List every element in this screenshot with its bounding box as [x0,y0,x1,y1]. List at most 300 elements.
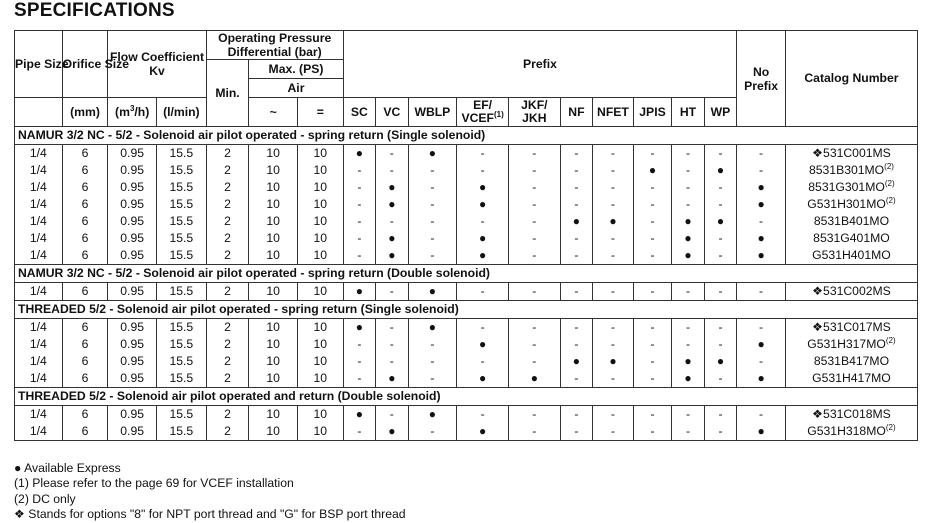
cell-no-prefix: - [737,319,786,337]
header-flow-unit-m3h: $(m^3/h)$ [108,98,157,127]
cell-kv-lmin: 15.5 [157,196,207,213]
cell-pipe-size: 1/4 [15,319,63,337]
table-row [15,247,918,265]
cell-prefix-7: - [593,283,634,301]
cell-catalog-number: G531H401MO [785,247,917,265]
header-ac: ~ [249,98,298,127]
cell-prefix-8: - [633,230,672,247]
header-prefix-ef-vcef: EF/ VCEF$^{(1)}$ [457,98,509,127]
cell-min-pressure: 2 [206,230,249,247]
cell-prefix-8: - [633,196,672,213]
cell-max-ac: 10 [249,353,298,370]
cell-kv-lmin: 15.5 [157,213,207,230]
cell-prefix-5: - [508,423,560,441]
table-row [15,423,918,441]
note-port-thread: ❖ Stands for options "8" for NPT port thread and "G" for BSP port thread [14,507,406,522]
cell-prefix-2: - [376,145,408,163]
cell-prefix-3: - [408,370,457,388]
cell-prefix-4: - [457,213,509,230]
cell-prefix-8: - [633,145,672,163]
cell-no-prefix: - [737,353,786,370]
cell-prefix-2: - [376,162,408,179]
cell-kv-lmin: 15.5 [157,423,207,441]
cell-prefix-4: ● [457,247,509,265]
cell-max-dc: 10 [298,179,344,196]
cell-prefix-9: - [672,162,704,179]
cell-orifice-size: 6 [62,336,108,353]
table-row [15,196,918,213]
cell-prefix-2: - [376,283,408,301]
cell-prefix-3: - [408,353,457,370]
cell-prefix-4: ● [457,336,509,353]
cell-catalog-number: G531H301MO$^{(2)}$ [785,196,917,213]
header-catalog-number: Catalog Number [785,31,917,127]
cell-prefix-3: - [408,162,457,179]
cell-min-pressure: 2 [206,336,249,353]
cell-max-ac: 10 [249,406,298,424]
cell-kv-lmin: 15.5 [157,336,207,353]
cell-catalog-number: G531H318MO$^{(2)}$ [785,423,917,441]
cell-kv-lmin: 15.5 [157,370,207,388]
cell-prefix-3: ● [408,283,457,301]
cell-max-dc: 10 [298,406,344,424]
cell-prefix-9: ● [672,247,704,265]
cell-max-dc: 10 [298,423,344,441]
cell-kv-m3h: 0.95 [108,406,157,424]
cell-max-ac: 10 [249,179,298,196]
cell-prefix-6: - [560,196,592,213]
cell-max-dc: 10 [298,283,344,301]
cell-prefix-6: - [560,370,592,388]
header-air: Air [249,79,343,98]
cell-prefix-6: - [560,336,592,353]
cell-prefix-6: - [560,423,592,441]
cell-no-prefix: - [737,213,786,230]
cell-prefix-8: - [633,283,672,301]
cell-min-pressure: 2 [206,196,249,213]
cell-prefix-5: ● [508,370,560,388]
cell-prefix-3: - [408,247,457,265]
cell-kv-m3h: 0.95 [108,319,157,337]
cell-orifice-size: 6 [62,179,108,196]
cell-pipe-size: 1/4 [15,230,63,247]
cell-catalog-number: 8531B401MO [785,213,917,230]
header-min: Min. [206,60,249,127]
cell-catalog-number: ❖531C001MS [785,145,917,163]
cell-prefix-2: ● [376,247,408,265]
cell-kv-lmin: 15.5 [157,179,207,196]
cell-prefix-6: ● [560,213,592,230]
cell-prefix-8: - [633,179,672,196]
cell-prefix-5: - [508,319,560,337]
header-dc: = [298,98,344,127]
header-prefix-jkf-jkh: JKF/ JKH [508,98,560,127]
section-title: THREADED 5/2 - Solenoid air pilot operated and return (Double solenoid) [15,388,918,406]
cell-prefix-1: - [343,213,375,230]
table-row [15,319,918,337]
cell-kv-lmin: 15.5 [157,247,207,265]
cell-orifice-size: 6 [62,213,108,230]
header-flow-coefficient: Flow Coefficient Kv [108,31,206,98]
cell-prefix-10: - [704,196,736,213]
cell-prefix-1: - [343,196,375,213]
table-row [15,162,918,179]
header-prefix-jpis: JPIS [633,98,672,127]
cell-max-dc: 10 [298,230,344,247]
cell-no-prefix: - [737,145,786,163]
cell-prefix-7: ● [593,213,634,230]
cell-prefix-5: - [508,145,560,163]
cell-min-pressure: 2 [206,319,249,337]
cell-no-prefix: ● [737,196,786,213]
header-pipe-unit [15,98,63,127]
table-row [15,179,918,196]
cell-no-prefix: ● [737,247,786,265]
cell-no-prefix: ● [737,336,786,353]
header-flow-unit-lmin: (l/min) [157,98,207,127]
cell-prefix-9: - [672,283,704,301]
cell-prefix-4: - [457,319,509,337]
cell-prefix-8: - [633,319,672,337]
cell-max-ac: 10 [249,336,298,353]
table-row [15,353,918,370]
cell-prefix-7: - [593,319,634,337]
table-row [15,213,918,230]
cell-catalog-number: G531H417MO [785,370,917,388]
cell-prefix-4: ● [457,230,509,247]
cell-kv-lmin: 15.5 [157,162,207,179]
cell-prefix-9: - [672,406,704,424]
cell-min-pressure: 2 [206,179,249,196]
cell-prefix-4: - [457,283,509,301]
specifications-body [15,127,918,441]
cell-prefix-7: - [593,247,634,265]
note-vcef-installation: (1) Please refer to the page 69 for VCEF installation [14,476,294,491]
header-no-prefix: No Prefix [737,31,786,127]
section-header-row [15,127,918,145]
cell-max-dc: 10 [298,145,344,163]
cell-prefix-6: - [560,283,592,301]
cell-kv-m3h: 0.95 [108,423,157,441]
cell-prefix-4: - [457,145,509,163]
cell-prefix-7: - [593,162,634,179]
cell-prefix-9: ● [672,353,704,370]
cell-prefix-8: - [633,423,672,441]
cell-orifice-size: 6 [62,283,108,301]
cell-kv-lmin: 15.5 [157,230,207,247]
cell-max-ac: 10 [249,196,298,213]
cell-prefix-3: - [408,196,457,213]
cell-prefix-5: - [508,196,560,213]
section-header-row [15,301,918,319]
cell-prefix-9: ● [672,230,704,247]
cell-prefix-3: ● [408,145,457,163]
cell-prefix-4: ● [457,370,509,388]
cell-orifice-size: 6 [62,230,108,247]
header-prefix-nfet: NFET [593,98,634,127]
cell-max-ac: 10 [249,162,298,179]
cell-kv-m3h: 0.95 [108,370,157,388]
cell-prefix-6: - [560,406,592,424]
cell-prefix-4: ● [457,179,509,196]
cell-prefix-3: - [408,336,457,353]
cell-max-ac: 10 [249,213,298,230]
cell-max-dc: 10 [298,319,344,337]
cell-max-ac: 10 [249,423,298,441]
cell-prefix-7: - [593,336,634,353]
cell-prefix-4: - [457,406,509,424]
cell-min-pressure: 2 [206,162,249,179]
cell-kv-m3h: 0.95 [108,213,157,230]
cell-prefix-1: - [343,370,375,388]
cell-max-ac: 10 [249,145,298,163]
cell-prefix-9: - [672,336,704,353]
cell-prefix-8: - [633,406,672,424]
cell-min-pressure: 2 [206,283,249,301]
cell-prefix-10: - [704,247,736,265]
cell-kv-lmin: 15.5 [157,319,207,337]
cell-prefix-4: - [457,353,509,370]
header-prefix-nf: NF [560,98,592,127]
cell-prefix-2: - [376,319,408,337]
cell-orifice-size: 6 [62,162,108,179]
cell-prefix-6: ● [560,353,592,370]
header-prefix-wblp: WBLP [408,98,457,127]
cell-kv-m3h: 0.95 [108,196,157,213]
cell-prefix-7: - [593,179,634,196]
cell-catalog-number: 8531B301MO$^{(2)}$ [785,162,917,179]
cell-max-ac: 10 [249,283,298,301]
cell-kv-lmin: 15.5 [157,406,207,424]
cell-kv-m3h: 0.95 [108,179,157,196]
cell-prefix-1: - [343,179,375,196]
cell-prefix-7: - [593,406,634,424]
cell-no-prefix: - [737,406,786,424]
cell-min-pressure: 2 [206,370,249,388]
cell-prefix-9: - [672,179,704,196]
cell-prefix-2: ● [376,370,408,388]
cell-no-prefix: - [737,162,786,179]
header-orifice-size: Orifice Size [62,31,108,98]
section-header-row [15,265,918,283]
cell-prefix-1: - [343,230,375,247]
cell-prefix-3: - [408,213,457,230]
table-row [15,145,918,163]
cell-pipe-size: 1/4 [15,247,63,265]
cell-prefix-6: - [560,230,592,247]
cell-min-pressure: 2 [206,247,249,265]
cell-max-ac: 10 [249,319,298,337]
cell-prefix-1: ● [343,283,375,301]
cell-kv-m3h: 0.95 [108,230,157,247]
cell-prefix-2: - [376,353,408,370]
header-pipe-size: Pipe Size [15,31,63,98]
cell-prefix-5: - [508,336,560,353]
cell-prefix-2: ● [376,423,408,441]
cell-max-dc: 10 [298,213,344,230]
cell-no-prefix: ● [737,179,786,196]
cell-prefix-2: ● [376,196,408,213]
cell-prefix-3: ● [408,406,457,424]
header-prefix-sc: SC [343,98,375,127]
cell-max-dc: 10 [298,336,344,353]
table-row [15,336,918,353]
cell-prefix-1: - [343,353,375,370]
table-row [15,406,918,424]
cell-prefix-9: ● [672,213,704,230]
cell-prefix-10: ● [704,162,736,179]
cell-prefix-3: - [408,179,457,196]
cell-prefix-5: - [508,353,560,370]
cell-prefix-10: - [704,179,736,196]
cell-prefix-4: ● [457,423,509,441]
cell-prefix-10: - [704,370,736,388]
cell-prefix-5: - [508,179,560,196]
cell-orifice-size: 6 [62,423,108,441]
cell-min-pressure: 2 [206,145,249,163]
header-prefix-ht: HT [672,98,704,127]
section-title: NAMUR 3/2 NC - 5/2 - Solenoid air pilot operated - spring return (Single solenoid) [15,127,918,145]
cell-kv-m3h: 0.95 [108,145,157,163]
cell-prefix-1: - [343,247,375,265]
cell-kv-m3h: 0.95 [108,162,157,179]
cell-pipe-size: 1/4 [15,179,63,196]
cell-prefix-10: ● [704,213,736,230]
header-operating-pressure: Operating Pressure Differential (bar) [206,31,343,60]
cell-kv-lmin: 15.5 [157,353,207,370]
cell-pipe-size: 1/4 [15,336,63,353]
cell-kv-m3h: 0.95 [108,353,157,370]
cell-prefix-5: - [508,247,560,265]
cell-prefix-10: ● [704,353,736,370]
cell-prefix-10: - [704,423,736,441]
cell-kv-m3h: 0.95 [108,247,157,265]
cell-max-ac: 10 [249,230,298,247]
cell-prefix-7: - [593,423,634,441]
cell-max-dc: 10 [298,162,344,179]
cell-prefix-7: - [593,230,634,247]
cell-catalog-number: G531H317MO$^{(2)}$ [785,336,917,353]
cell-min-pressure: 2 [206,423,249,441]
cell-pipe-size: 1/4 [15,213,63,230]
cell-kv-lmin: 15.5 [157,145,207,163]
cell-prefix-6: - [560,179,592,196]
specifications-table [14,30,918,441]
cell-prefix-1: - [343,336,375,353]
cell-prefix-6: - [560,145,592,163]
cell-no-prefix: ● [737,370,786,388]
section-title: NAMUR 3/2 NC - 5/2 - Solenoid air pilot operated - spring return (Double solenoid) [15,265,918,283]
cell-prefix-7: - [593,145,634,163]
cell-min-pressure: 2 [206,406,249,424]
cell-prefix-8: - [633,353,672,370]
cell-prefix-6: - [560,247,592,265]
cell-prefix-5: - [508,230,560,247]
cell-pipe-size: 1/4 [15,423,63,441]
cell-catalog-number: ❖531C018MS [785,406,917,424]
cell-orifice-size: 6 [62,406,108,424]
cell-min-pressure: 2 [206,213,249,230]
cell-prefix-1: ● [343,145,375,163]
cell-no-prefix: ● [737,423,786,441]
cell-catalog-number: 8531G301MO$^{(2)}$ [785,179,917,196]
cell-catalog-number: 8531G401MO [785,230,917,247]
cell-prefix-2: ● [376,179,408,196]
cell-orifice-size: 6 [62,319,108,337]
cell-max-dc: 10 [298,247,344,265]
cell-prefix-9: ● [672,370,704,388]
header-prefix: Prefix [343,31,737,98]
cell-orifice-size: 6 [62,370,108,388]
cell-min-pressure: 2 [206,353,249,370]
cell-prefix-6: - [560,319,592,337]
cell-max-dc: 10 [298,370,344,388]
cell-prefix-2: ● [376,230,408,247]
cell-prefix-10: - [704,283,736,301]
cell-orifice-size: 6 [62,353,108,370]
cell-max-ac: 10 [249,370,298,388]
cell-pipe-size: 1/4 [15,283,63,301]
cell-pipe-size: 1/4 [15,406,63,424]
cell-no-prefix: - [737,283,786,301]
cell-prefix-9: - [672,145,704,163]
cell-prefix-2: - [376,213,408,230]
note-available-express: ● Available Express [14,461,121,475]
cell-prefix-1: ● [343,319,375,337]
cell-orifice-size: 6 [62,247,108,265]
table-row [15,230,918,247]
cell-prefix-8: - [633,336,672,353]
cell-prefix-4: - [457,162,509,179]
cell-prefix-6: - [560,162,592,179]
cell-kv-m3h: 0.95 [108,336,157,353]
cell-prefix-7: ● [593,353,634,370]
cell-prefix-2: - [376,336,408,353]
cell-prefix-4: ● [457,196,509,213]
cell-pipe-size: 1/4 [15,162,63,179]
cell-kv-m3h: 0.95 [108,283,157,301]
cell-prefix-8: ● [633,162,672,179]
cell-prefix-3: - [408,423,457,441]
cell-prefix-8: - [633,370,672,388]
cell-prefix-7: - [593,370,634,388]
header-orifice-unit: (mm) [62,98,108,127]
cell-pipe-size: 1/4 [15,145,63,163]
cell-prefix-10: - [704,319,736,337]
cell-prefix-10: - [704,336,736,353]
cell-prefix-5: - [508,406,560,424]
cell-prefix-9: - [672,423,704,441]
header-max: Max. (PS) [249,60,343,79]
cell-prefix-1: ● [343,406,375,424]
cell-prefix-9: - [672,319,704,337]
cell-prefix-5: - [508,213,560,230]
cell-pipe-size: 1/4 [15,370,63,388]
cell-prefix-10: - [704,145,736,163]
table-row [15,283,918,301]
header-prefix-vc: VC [376,98,408,127]
page-title: SPECIFICATIONS [14,0,175,21]
cell-prefix-3: ● [408,319,457,337]
cell-catalog-number: ❖531C017MS [785,319,917,337]
cell-prefix-8: - [633,247,672,265]
cell-no-prefix: ● [737,230,786,247]
cell-max-ac: 10 [249,247,298,265]
cell-catalog-number: 8531B417MO [785,353,917,370]
section-header-row [15,388,918,406]
cell-prefix-1: - [343,423,375,441]
cell-prefix-5: - [508,162,560,179]
